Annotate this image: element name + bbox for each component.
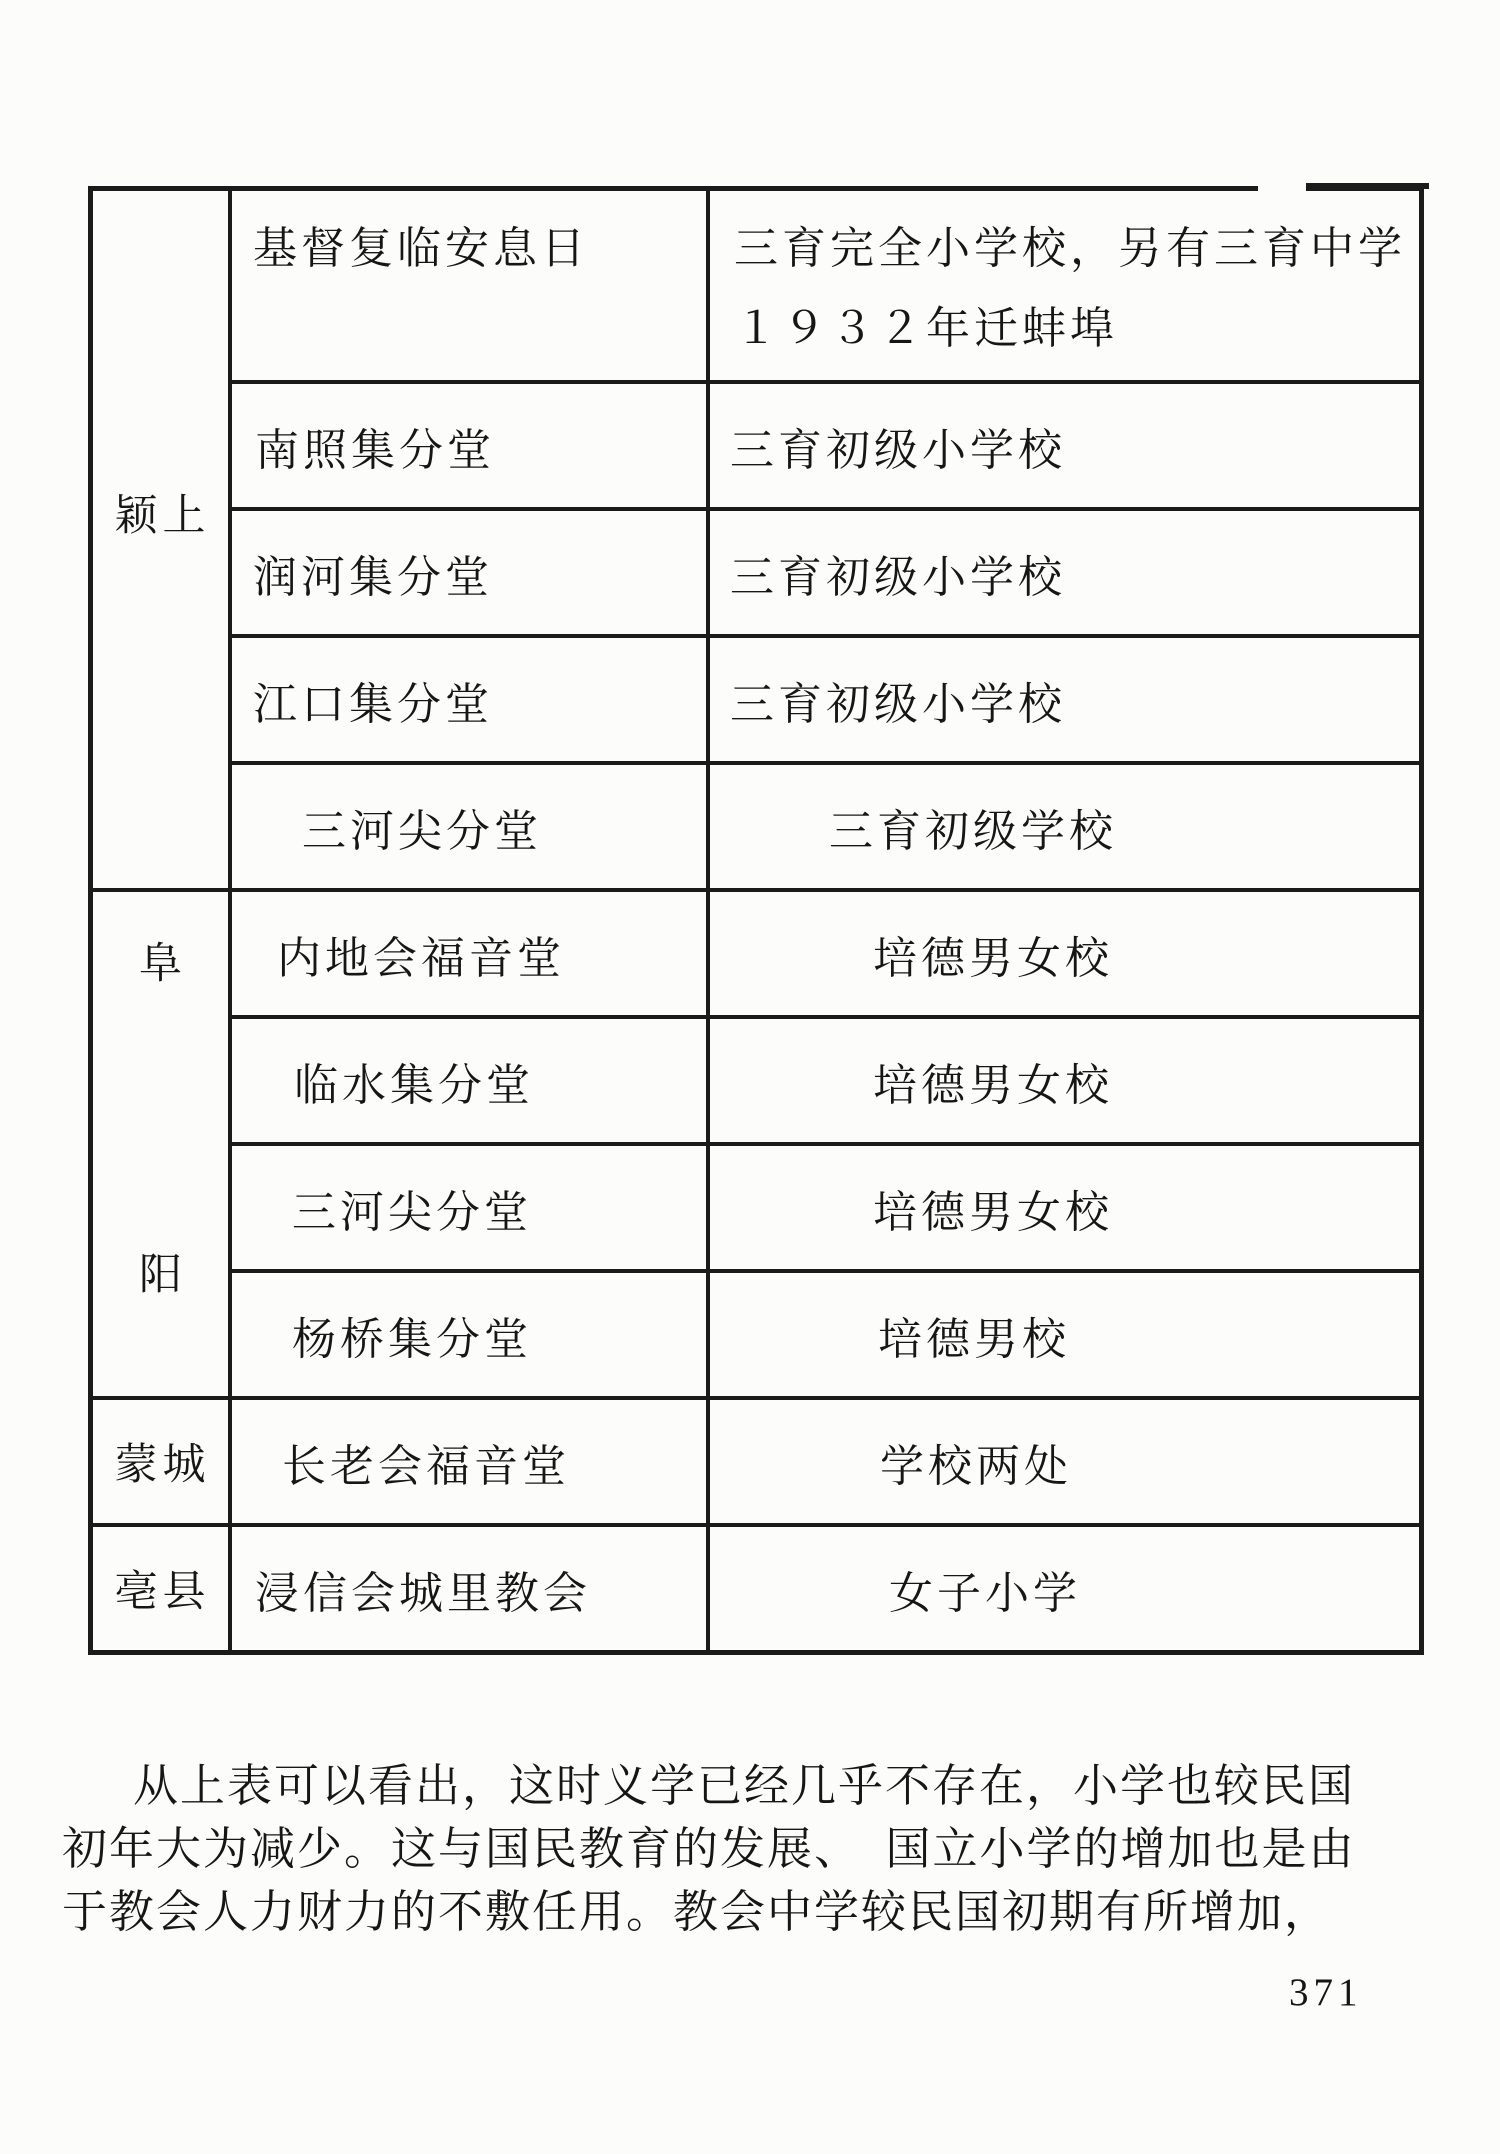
school-name-cell: 培德男女校 xyxy=(873,933,1113,983)
church-name-cell: 浸信会城里教会 xyxy=(232,1527,710,1650)
paragraph-line: 于教会人力财力的不敷任用。教会中学较民国初期有所增加， xyxy=(62,1887,1332,1937)
region-band-mengcheng xyxy=(93,1396,1419,1523)
church-name-cell: 长老会福音堂 xyxy=(232,1400,710,1523)
table-row xyxy=(232,1527,1419,1650)
table-row xyxy=(232,1015,1419,1142)
church-name-cell: 基督复临安息日 xyxy=(232,191,710,380)
school-name-cell: 三育初级小学校 xyxy=(730,552,1066,602)
region-label-yingshang xyxy=(93,191,232,888)
region-rows xyxy=(232,892,1419,1396)
table-row xyxy=(232,892,1419,1015)
school-name-cell: 三育初级小学校 xyxy=(730,679,1066,729)
region-band-fuyang xyxy=(93,888,1419,1396)
scan-border-segment xyxy=(1306,183,1429,189)
region-band-boxian xyxy=(93,1523,1419,1650)
church-school-table xyxy=(88,186,1424,1655)
church-name-cell: 内地会福音堂 xyxy=(232,892,710,1015)
region-rows xyxy=(232,1527,1419,1650)
church-name-cell: 临水集分堂 xyxy=(232,1019,710,1142)
school-line-2: １９３２年迁蚌埠 xyxy=(734,304,1118,353)
church-name-cell: 江口集分堂 xyxy=(232,638,710,761)
region-label-text: 颖上 xyxy=(114,493,211,540)
region-label-boxian: 亳县 xyxy=(93,1527,232,1650)
page-number: 371 xyxy=(1289,1971,1363,2014)
school-name-cell: 三育初级小学校 xyxy=(730,425,1066,475)
table-row xyxy=(232,1400,1419,1523)
paragraph-line: 从上表可以看出，这时义学已经几乎不存在，小学也较民国 xyxy=(133,1761,1356,1811)
school-name-cell: 女子小学 xyxy=(889,1568,1081,1618)
region-rows xyxy=(232,1400,1419,1523)
church-name-cell: 杨桥集分堂 xyxy=(232,1273,710,1396)
paragraph-line: 初年大为减少。这与国民教育的发展、 国立小学的增加也是由 xyxy=(62,1824,1356,1874)
region-label-char-bottom: 阳 xyxy=(139,1252,182,1299)
school-name-cell: 学校两处 xyxy=(880,1441,1072,1491)
table-row xyxy=(232,507,1419,634)
region-label-fuyang xyxy=(93,892,232,1396)
scan-border-gap xyxy=(1258,186,1306,193)
table-row xyxy=(232,191,1419,380)
table-row xyxy=(232,634,1419,761)
region-rows xyxy=(232,191,1419,888)
table-row xyxy=(232,380,1419,507)
church-name-cell: 润河集分堂 xyxy=(232,511,710,634)
region-label-mengcheng: 蒙城 xyxy=(93,1400,232,1523)
region-label-char-top: 阜 xyxy=(139,941,182,988)
church-name-cell: 三河尖分堂 xyxy=(232,765,710,888)
school-name-cell xyxy=(710,191,1419,380)
school-name-cell: 三育初级学校 xyxy=(829,806,1117,856)
table-row xyxy=(232,1269,1419,1396)
region-band-yingshang xyxy=(93,191,1419,888)
body-paragraph xyxy=(62,1755,1432,1944)
school-name-cell: 培德男校 xyxy=(878,1314,1070,1364)
school-line-1: 三育完全小学校，另有三育中学 xyxy=(734,224,1406,273)
church-name-cell: 三河尖分堂 xyxy=(232,1146,710,1269)
table-row xyxy=(232,761,1419,888)
school-name-cell: 培德男女校 xyxy=(873,1060,1113,1110)
table-row xyxy=(232,1142,1419,1269)
school-name-cell: 培德男女校 xyxy=(873,1187,1113,1237)
church-name-cell: 南照集分堂 xyxy=(232,384,710,507)
